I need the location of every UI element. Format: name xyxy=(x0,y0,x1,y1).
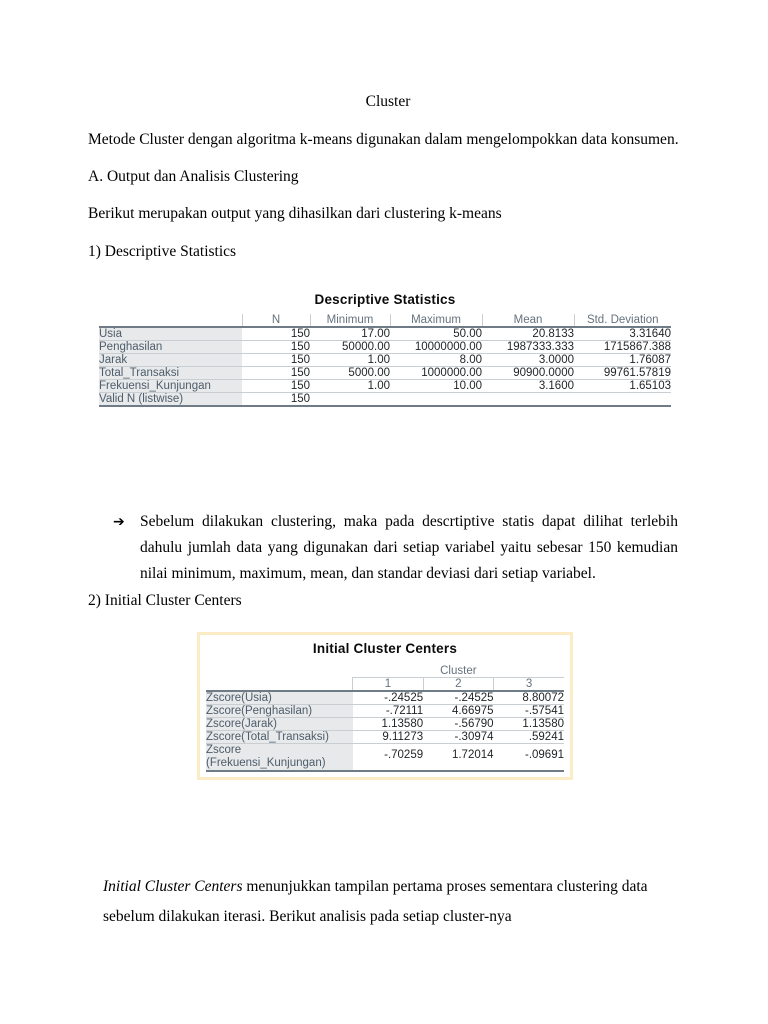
cell-zscore-jarak-c3: 1.13580 xyxy=(494,718,564,731)
table-row xyxy=(99,354,671,367)
paragraph-metode: Metode Cluster dengan algoritma k-means digunakan dalam mengelompokkan data konsumen. xyxy=(88,131,679,148)
closing-italic-lead: Initial Cluster Centers xyxy=(103,878,243,895)
closing-paragraph xyxy=(103,872,681,932)
table-row xyxy=(206,744,564,772)
cell-zscore-total-transaksi-c1: 9.11273 xyxy=(353,731,423,744)
cell-zscore-frekuensi-c3: -.09691 xyxy=(494,744,564,772)
cell-jarak-n: 150 xyxy=(242,354,310,367)
descriptive-statistics-title: Descriptive Statistics xyxy=(314,292,456,307)
initial-cluster-centers-grid xyxy=(206,665,564,772)
column-header-std-deviation: Std. Deviation xyxy=(574,314,671,327)
cell-zscore-usia-c1: -.24525 xyxy=(353,691,423,705)
list-item-1-descriptive-statistics: 1) Descriptive Statistics xyxy=(88,243,237,260)
column-header-cluster-2: 2 xyxy=(423,678,493,692)
row-label-line-1: Zscore xyxy=(206,744,242,756)
row-label-penghasilan: Penghasilan xyxy=(99,341,242,354)
row-label-zscore-usia: Zscore(Usia) xyxy=(206,691,353,705)
cell-usia-mean: 20.8133 xyxy=(482,327,574,341)
closing-line-1-rest: menunjukkan tampilan pertama proses sementara clustering data xyxy=(242,878,648,895)
table-header-row xyxy=(99,314,671,327)
cell-valid-n-minimum xyxy=(310,393,390,407)
cell-valid-n-maximum xyxy=(390,393,482,407)
bullet-line-1: Sebelum dilakukan clustering, maka pada descrtiptive statis dapat dilihat terlebih dahulu xyxy=(140,513,678,556)
cell-total-transaksi-n: 150 xyxy=(242,367,310,380)
cell-total-transaksi-mean: 90900.0000 xyxy=(482,367,574,380)
descriptive-statistics-grid xyxy=(99,314,671,407)
row-label-zscore-jarak: Zscore(Jarak) xyxy=(206,718,353,731)
cell-jarak-maximum: 8.00 xyxy=(390,354,482,367)
cell-valid-n: 150 xyxy=(242,393,310,407)
cell-total-transaksi-minimum: 5000.00 xyxy=(310,367,390,380)
row-label-jarak: Jarak xyxy=(99,354,242,367)
initial-cluster-centers-title: Initial Cluster Centers xyxy=(312,641,458,656)
column-header-blank xyxy=(99,314,242,327)
column-header-cluster-3: 3 xyxy=(494,678,564,692)
cell-zscore-total-transaksi-c3: .59241 xyxy=(494,731,564,744)
table-group-header-row xyxy=(206,665,564,678)
table-row xyxy=(206,705,564,718)
bullet-line-2: jumlah data yang digunakan dari setiap variabel yaitu sebesar 150 kemudian nilai xyxy=(140,539,678,582)
page-title: Cluster xyxy=(365,93,411,110)
arrow-right-icon: ➔ xyxy=(113,514,125,530)
cell-zscore-usia-c3: 8.80072 xyxy=(494,691,564,705)
group-header-blank xyxy=(206,665,353,678)
row-label-usia: Usia xyxy=(99,327,242,341)
cell-zscore-frekuensi-c1: -.70259 xyxy=(353,744,423,772)
heading-section-a: A. Output dan Analisis Clustering xyxy=(88,168,299,185)
cell-jarak-minimum: 1.00 xyxy=(310,354,390,367)
cell-penghasilan-n: 150 xyxy=(242,341,310,354)
cell-zscore-penghasilan-c1: -.72111 xyxy=(353,705,423,718)
cell-zscore-penghasilan-c2: 4.66975 xyxy=(423,705,493,718)
column-header-minimum: Minimum xyxy=(310,314,390,327)
cell-zscore-usia-c2: -.24525 xyxy=(423,691,493,705)
cell-frekuensi-kunjungan-n: 150 xyxy=(242,380,310,393)
column-header-cluster-1: 1 xyxy=(353,678,423,692)
column-header-mean: Mean xyxy=(482,314,574,327)
table-row xyxy=(99,380,671,393)
table-header-row xyxy=(206,678,564,692)
cell-zscore-total-transaksi-c2: -.30974 xyxy=(423,731,493,744)
row-label-valid-n: Valid N (listwise) xyxy=(99,393,242,407)
cell-frekuensi-kunjungan-minimum: 1.00 xyxy=(310,380,390,393)
table-row xyxy=(99,327,671,341)
cell-total-transaksi-std: 99761.57819 xyxy=(574,367,671,380)
cell-valid-n-std xyxy=(574,393,671,407)
cell-usia-minimum: 17.00 xyxy=(310,327,390,341)
cell-usia-n: 150 xyxy=(242,327,310,341)
group-header-cluster: Cluster xyxy=(353,665,564,678)
row-label-zscore-total-transaksi: Zscore(Total_Transaksi) xyxy=(206,731,353,744)
cell-penghasilan-std: 1715867.388 xyxy=(574,341,671,354)
cell-zscore-penghasilan-c3: -.57541 xyxy=(494,705,564,718)
cell-zscore-jarak-c2: -.56790 xyxy=(423,718,493,731)
row-label-total-transaksi: Total_Transaksi xyxy=(99,367,242,380)
bullet-paragraph-descriptive xyxy=(113,509,678,587)
cell-total-transaksi-maximum: 1000000.00 xyxy=(390,367,482,380)
column-header-maximum: Maximum xyxy=(390,314,482,327)
row-label-line-2: (Frekuensi_Kunjungan) xyxy=(206,757,326,769)
table-row xyxy=(206,718,564,731)
row-label-frekuensi-kunjungan: Frekuensi_Kunjungan xyxy=(99,380,242,393)
cell-zscore-jarak-c1: 1.13580 xyxy=(353,718,423,731)
cell-usia-std: 3.31640 xyxy=(574,327,671,341)
cell-frekuensi-kunjungan-std: 1.65103 xyxy=(574,380,671,393)
cell-valid-n-mean xyxy=(482,393,574,407)
row-label-zscore-penghasilan: Zscore(Penghasilan) xyxy=(206,705,353,718)
closing-line-2: sebelum dilakukan iterasi. Berikut analisis pada setiap cluster-nya xyxy=(103,908,512,925)
cell-jarak-mean: 3.0000 xyxy=(482,354,574,367)
cell-zscore-frekuensi-c2: 1.72014 xyxy=(423,744,493,772)
cell-jarak-std: 1.76087 xyxy=(574,354,671,367)
cell-usia-maximum: 50.00 xyxy=(390,327,482,341)
cell-penghasilan-mean: 1987333.333 xyxy=(482,341,574,354)
bullet-line-3: minimum, maximum, mean, dan standar deviasi dari setiap variabel. xyxy=(171,565,596,582)
table-row xyxy=(206,691,564,705)
initial-cluster-centers-table xyxy=(197,632,573,780)
cell-penghasilan-minimum: 50000.00 xyxy=(310,341,390,354)
table-row xyxy=(99,367,671,380)
list-item-2-initial-cluster-centers: 2) Initial Cluster Centers xyxy=(88,592,242,609)
column-header-n: N xyxy=(242,314,310,327)
cell-frekuensi-kunjungan-mean: 3.1600 xyxy=(482,380,574,393)
table-row xyxy=(99,393,671,407)
bullet-text xyxy=(140,509,678,587)
paragraph-berikut: Berikut merupakan output yang dihasilkan dari clustering k-means xyxy=(88,205,502,222)
table-row xyxy=(99,341,671,354)
row-label-zscore-frekuensi-kunjungan xyxy=(206,744,353,772)
column-header-blank xyxy=(206,678,353,692)
cell-frekuensi-kunjungan-maximum: 10.00 xyxy=(390,380,482,393)
cell-penghasilan-maximum: 10000000.00 xyxy=(390,341,482,354)
descriptive-statistics-table xyxy=(99,292,671,407)
table-row xyxy=(206,731,564,744)
